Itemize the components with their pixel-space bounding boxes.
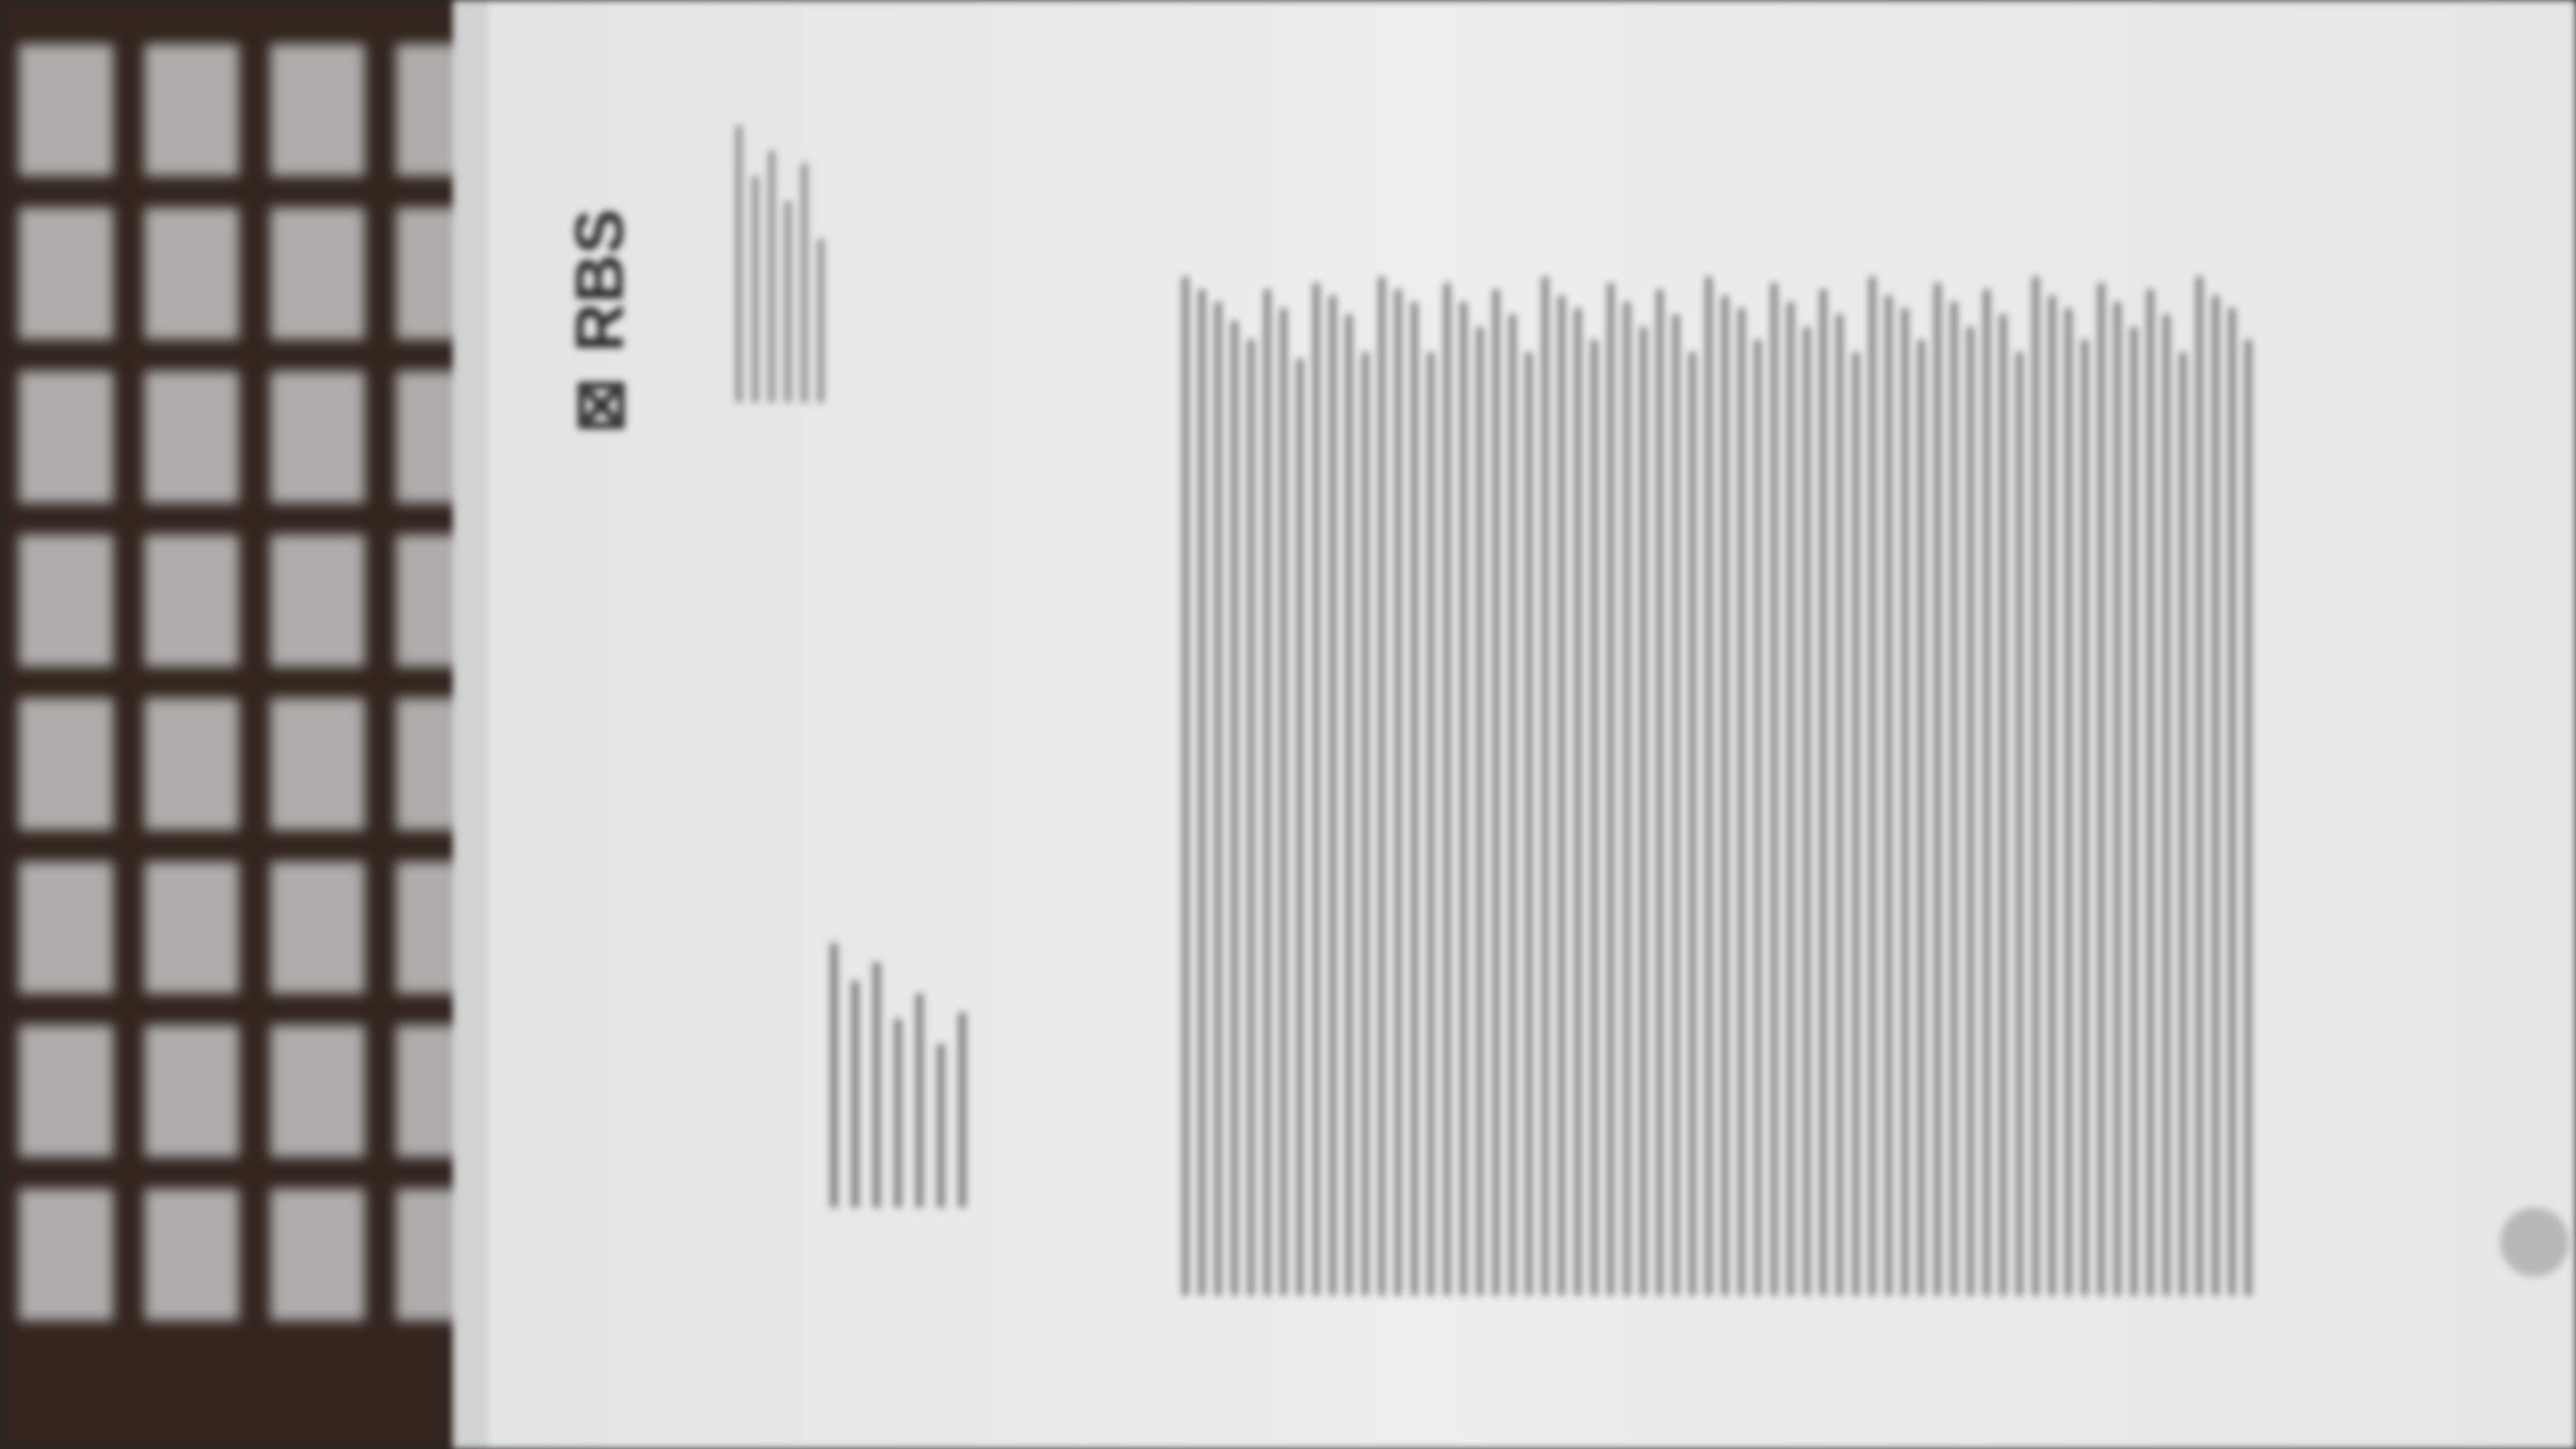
paper-sheet [453, 0, 2576, 1449]
logo-text: RBS [561, 208, 637, 352]
logo-mark: ⊠ [561, 377, 637, 434]
